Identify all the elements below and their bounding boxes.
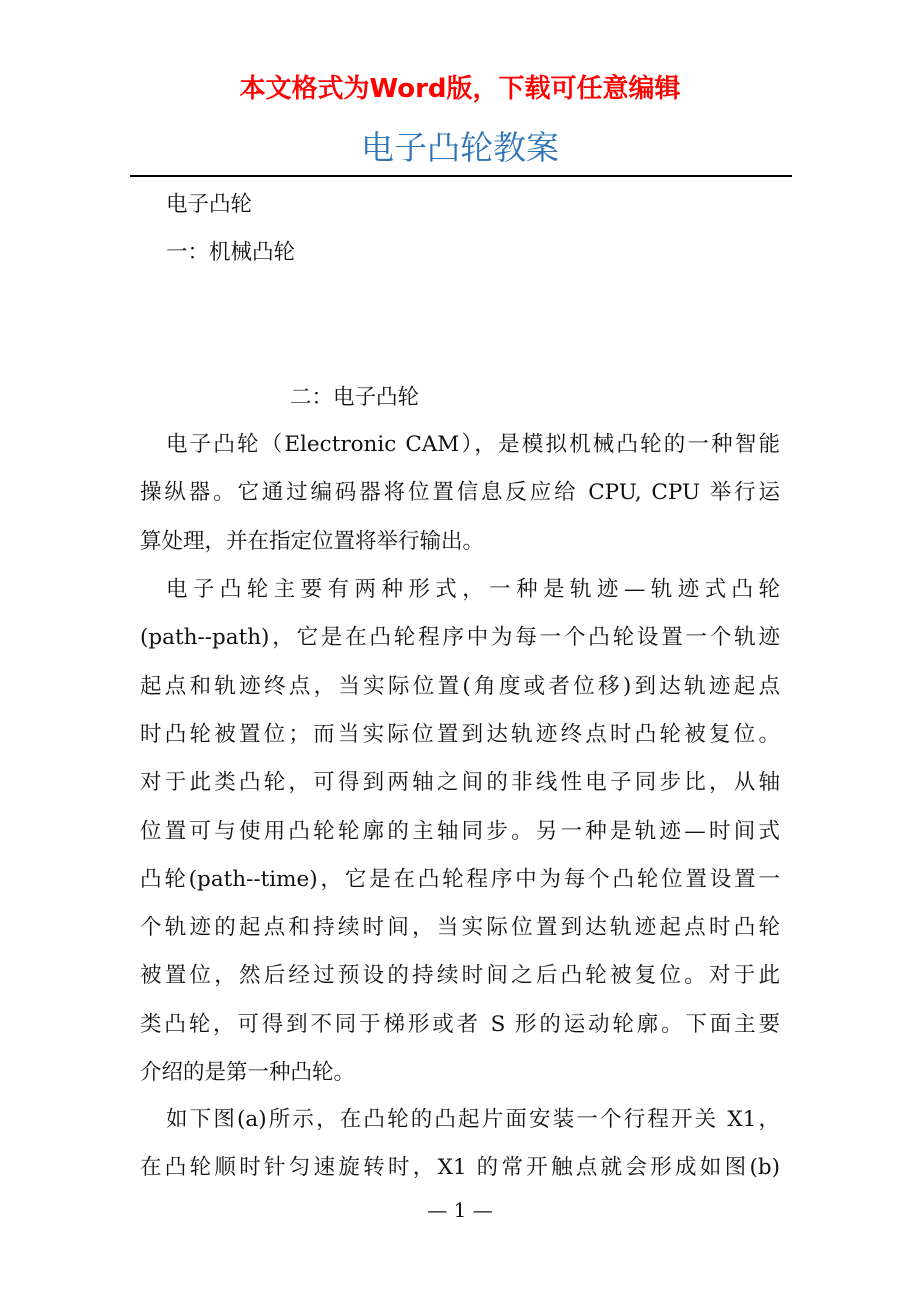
header-divider [130, 175, 792, 177]
paragraph-line: 算处理，并在指定位置将举行输出。 [140, 528, 485, 554]
paragraph-line: 个轨迹的起点和持续时间，当实际位置到达轨迹起点时凸轮 [140, 915, 780, 941]
paragraph-line: 被置位，然后经过预设的持续时间之后凸轮被复位。对于此 [140, 963, 780, 989]
section-heading: 二：电子凸轮 [290, 385, 420, 410]
section-heading: 电子凸轮 [166, 192, 253, 217]
document-title: 电子凸轮教案 [361, 128, 559, 167]
format-banner: 本文格式为Word版，下载可任意编辑 [239, 74, 681, 104]
paragraph-line: 操纵器。它通过编码器将位置信息反应给 CPU, CPU 举行运 [140, 480, 780, 506]
paragraph-line: 在凸轮顺时针匀速旋转时，X1 的常开触点就会形成如图(b) [140, 1155, 780, 1181]
page-number: — 1 — [427, 1198, 493, 1222]
paragraph-line: 起点和轨迹终点，当实际位置(角度或者位移)到达轨迹起点 [140, 673, 780, 699]
paragraph-line: 介绍的是第一种凸轮。 [140, 1060, 356, 1085]
section-heading: 一：机械凸轮 [166, 240, 296, 265]
paragraph-line: 对于此类凸轮，可得到两轴之间的非线性电子同步比，从轴 [140, 770, 780, 796]
paragraph-line: 凸轮(path--time)，它是在凸轮程序中为每个凸轮位置设置一 [140, 866, 780, 892]
paragraph-line: 时凸轮被置位；而当实际位置到达轨迹终点时凸轮被复位。 [140, 721, 780, 747]
paragraph-line: 类凸轮，可得到不同于梯形或者 S 形的运动轮廓。下面主要 [140, 1011, 780, 1037]
paragraph-line: 位置可与使用凸轮轮廓的主轴同步。另一种是轨迹—时间式 [140, 818, 780, 844]
paragraph-line: 电子凸轮主要有两种形式，一种是轨迹—轨迹式凸轮 [166, 577, 780, 602]
paragraph-line: 电子凸轮（Electronic CAM），是模拟机械凸轮的一种智能 [166, 432, 780, 457]
paragraph-line: 如下图(a)所示，在凸轮的凸起片面安装一个行程开关 X1， [166, 1107, 780, 1132]
paragraph-line: (path--path)，它是在凸轮程序中为每一个凸轮设置一个轨迹 [140, 625, 780, 651]
